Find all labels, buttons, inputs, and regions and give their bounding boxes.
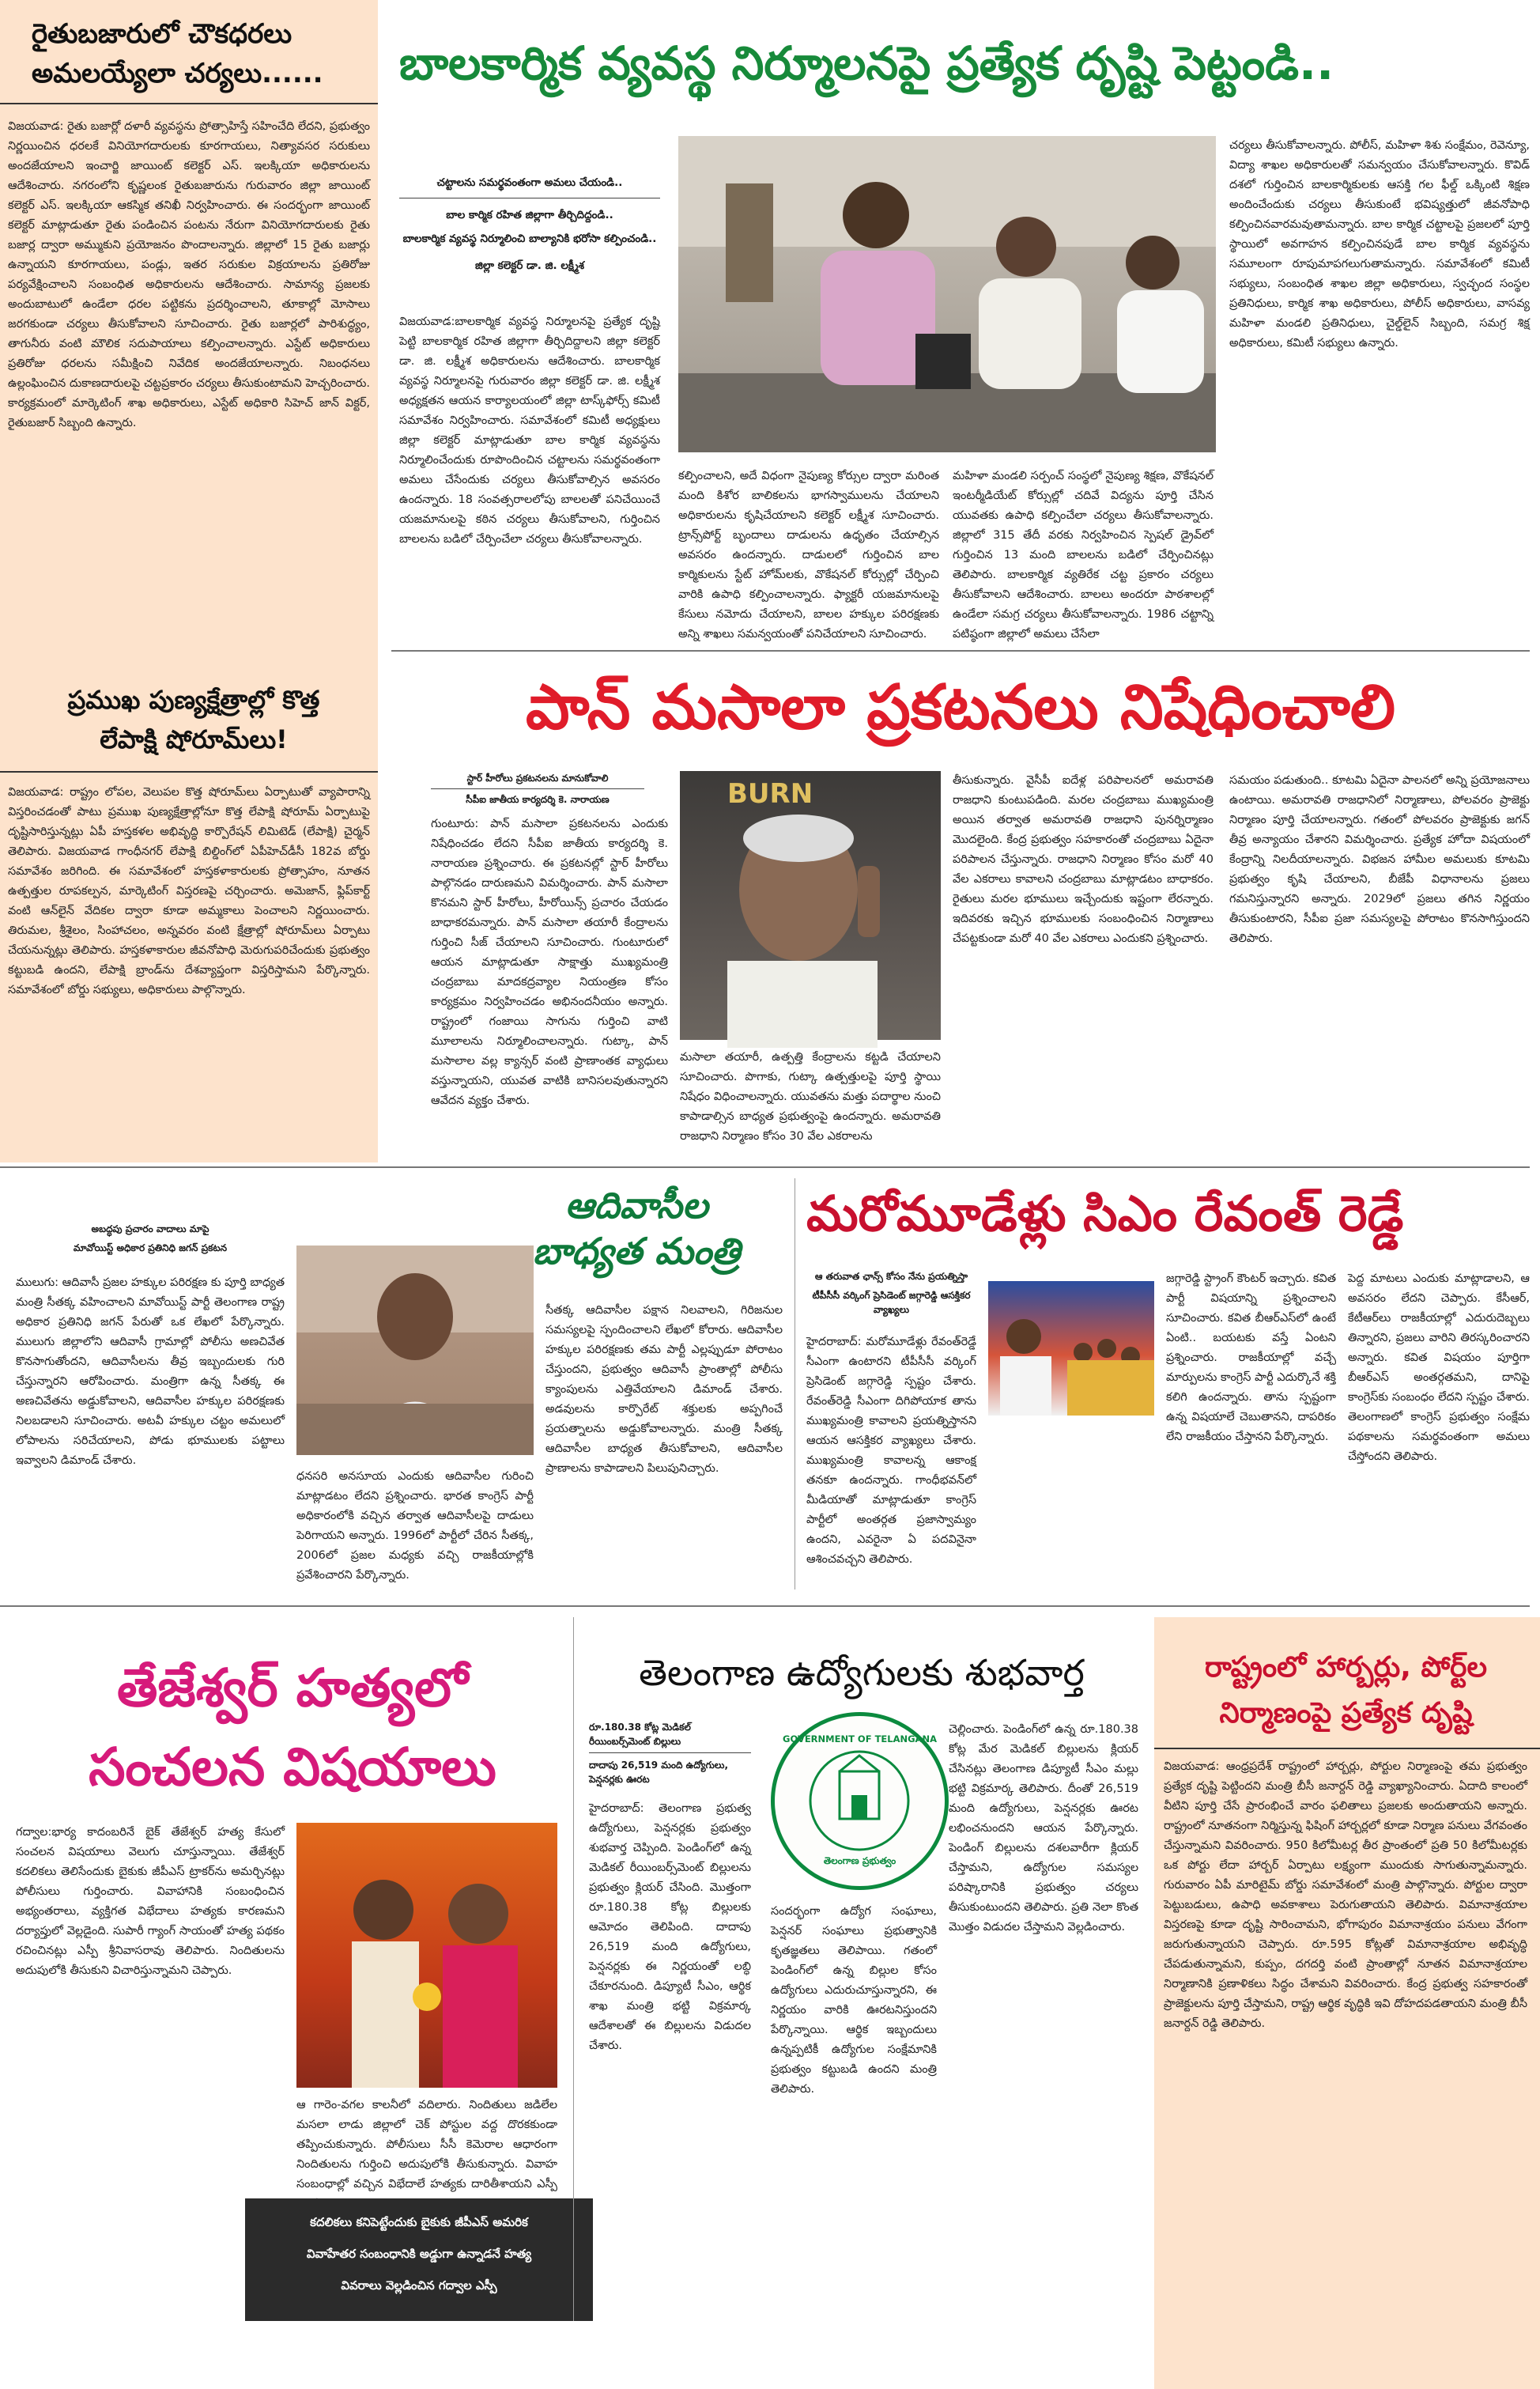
narayana-illustration [680, 771, 941, 1040]
wedding-illustration [296, 1823, 557, 2088]
balakarmika-headline: బాలకార్మిక వ్యవస్థ నిర్మూలనపై ప్రత్యేక దృష్టి పెట్టండి.. [399, 36, 1334, 90]
telangana-kicker: రూ.180.38 కోట్ల మెడికల్ రీయింబర్స్‌మెంట్ బిల్లులు [589, 1720, 751, 1753]
seethakka-kicker: అబద్ధపు ప్రచారం వాదాలు మాపై [91, 1223, 209, 1234]
jaggareddy-photo [988, 1281, 1154, 1416]
tejeswar-caption-line1: కదలికలు కనిపెట్టేందుకు బైకుకు జీపీఎస్ అమరిక [310, 2215, 528, 2229]
pan-byline: సీపీఐ జాతీయ కార్యదర్శి కె. నారాయణ [466, 794, 610, 805]
seethakka-logo-text: ఆదివాసీల బాధ్యత మంత్రి [532, 1184, 741, 1272]
seethakka-illustration [296, 1246, 534, 1455]
section-rule-1 [391, 650, 1530, 652]
telangana-logo-top: GOVERNMENT OF TELANGANA [783, 1733, 937, 1744]
balakarmika-col3: మహిళా మండలి సర్పంచ్ సంస్థలో నైపుణ్య శిక్షణ, వొకేషనల్ ఇంటర్మీడియేట్ కోర్సుల్లో చదివే విద్యను పూర్తి చేసిన యువతకు ఉపాధి కల్పించేలా చర్యలు తీసుకోవాలన్నారు. జిల్లాలో 315 తేదీ వరకు నిర్వహించిన స్పెషల్ డ్రైవ్‌లో గుర్తించిన 13 మంది బాలలను బడిలో చేర్పించినట్లు తెలిపారు. బాలకార్మిక వ్యతిరేక చట్ట ప్రకారం చర్యలు తీసుకోవాలని ఆదేశించారు. బాలలు అందరూ పాఠశాలల్లో ఉండేలా సమగ్ర చర్యలు తీసుకోవాలన్నారు. 1986 చట్టాన్ని పటిష్ఠంగా జిల్లాలో అమలు చేసేలా [953, 470, 1214, 641]
vertical-rule-2 [573, 1617, 574, 2321]
ports-headline [1162, 1645, 1530, 1737]
pan-kickers [431, 771, 644, 807]
balakarmika-byline: జిల్లా కలెక్టర్ డా. జి. లక్ష్మీశ [474, 259, 585, 272]
section-rule-2 [0, 1166, 1530, 1168]
pan-col3: తీసుకున్నారు. వైసీపీ ఐదేళ్ల పరిపాలనలో అమరావతి రాజధాని కుంటుపడింది. మరల చంద్రబాబు ముఖ్యమంత్రి అయిన తర్వాత అమరావతి రాజధాని పునర్నిర్మాణం మొదలైంది. కేంద్ర ప్రభుత్వం సహకారంతో చంద్రబాబు ఏదైనా పరిపాలన చేస్తున్నారు. రాజధాని నిర్మాణం కోసం మరో 40 వేల ఎకరాలు కావాలని చంద్రబాబు మాట్లాడటం బాధాకరం. రైతులు మరల భూములు ఇచ్చేందుకు ఇష్టంగా లేరన్నారు. ఇదివరకు ఇచ్చిన భూములకు సంబంధించిన నిర్మాణాలు చేపట్టకుండా మరో 40 వేల ఎకరాలు ఎందుకని ప్రశ్నించారు. [953, 774, 1214, 945]
section-rule-3 [0, 1605, 1530, 1607]
seethakka-photo [296, 1246, 534, 1455]
tejeswar-headline [16, 1649, 569, 1807]
meeting-illustration [678, 136, 1216, 452]
tejeswar-caption-box [245, 2198, 593, 2321]
seethakka-col3: సీతక్క ఆదివాసీల పక్షాన నిలవాలని, గిరిజనుల సమస్యలపై స్పందించాలని లేఖలో కోరారు. ఆదివాసీల హక్కుల పరిరక్షణకు తమ పార్టీ ఎల్లప్పుడూ పోరాటం చేస్తుందని, ప్రభుత్వం ఆదివాసీ ప్రాంతాల్లో పోలీసు క్యాంపులను ఎత్తివేయాలని డిమాండ్ చేశారు. అడవులను కార్పొరేట్ శక్తులకు అప్పగించే ప్రయత్నాలను అడ్డుకోవాలన్నారు. మంత్రి సీతక్క ఆదివాసీల బాధ్యత తీసుకోవాలని, ఆదివాసీల ప్రాణాలను కాపాడాలని పిలుపునిచ్చారు. [545, 1304, 783, 1475]
revanth-col1: హైదరాబాద్: మరోమూడేళ్లు రేవంత్‌రెడ్డే సీఎంగా ఉంటారని టీపీసీసీ వర్కింగ్ ప్రెసిడెంట్ జగ్గారెడ్డి స్పష్టం చేశారు. రేవంత్‌రెడ్డి సీఎంగా దిగిపోయాక తాను ముఖ్యమంత్రి కావాలని ప్రయత్నిస్తానని ఆయన ఆసక్తికర వ్యాఖ్యలు చేశారు. ముఖ్యమంత్రి కావాలన్న ఆకాంక్ష తనకూ ఉందన్నారు. గాంధీభవన్‌లో మీడియాతో మాట్లాడుతూ కాంగ్రెస్ పార్టీలో అంతర్గత ప్రజాస్వామ్యం ఉందని, ఎవరైనా ఏ పదవినైనా ఆశించవచ్చని తెలిపారు. [806, 1336, 976, 1566]
rythu-headline [32, 14, 364, 93]
tejeswar-caption-line2: వివాహేతర సంబంధానికి అడ్డుగా ఉన్నాడనే హత్య [306, 2247, 532, 2261]
rythu-headline-line2: అమలయ్యేలా చర్యలు...... [32, 58, 323, 89]
balakarmika-kicker-1: చట్టాలను సమర్థవంతంగా అమలు చేయండి.. [399, 172, 660, 198]
svg-text:BURN: BURN [727, 778, 813, 810]
telangana-col1: హైదరాబాద్: తెలంగాణ ప్రభుత్వ ఉద్యోగులు, పెన్షనర్లకు ప్రభుత్వం శుభవార్త చెప్పింది. పెండింగ్‌లో ఉన్న మెడికల్ రీయింబర్స్‌మెంట్ బిల్లులను ప్రభుత్వం క్లియర్ చేసింది. మొత్తంగా రూ.180.38 కోట్ల బిల్లులకు ఆమోదం తెలిపింది. దాదాపు 26,519 మంది ఉద్యోగులు, పెన్షనర్లకు ఈ నిర్ణయంతో లబ్ధి చేకూరనుంది. డిప్యూటీ సీఎం, ఆర్థిక శాఖ మంత్రి భట్టి విక్రమార్క ఆదేశాలతో ఈ బిల్లులను విడుదల చేశారు. [589, 1802, 751, 2052]
telangana-kickers [589, 1720, 751, 1786]
tejeswar-caption-line3: వివరాలు వెల్లడించిన గద్వాల ఎస్పీ [341, 2278, 497, 2293]
ports-headline-line1: రాష్ట్రంలో హార్బర్లు, పోర్ట్‌ల [1205, 1651, 1487, 1684]
telangana-kicker2: దాదాపు 26,519 మంది ఉద్యోగులు, పెన్షనర్లకు ఊరట [589, 1760, 729, 1785]
revanth-col2: జగ్గారెడ్డి స్ట్రాంగ్ కౌంటర్ ఇచ్చారు. కవిత పార్టీ విషయాన్ని ప్రశ్నించాలని సూచించారు. కవిత బీఆర్ఎస్‌లో ఉంటే ఏంటి.. బయటకు వస్తే ఏంటని ప్రశ్నించారు. రాజకీయాల్లో వచ్చే మార్పులను కాంగ్రెస్ పార్టీ ఎదుర్కొనే శక్తి కలిగి ఉందన్నారు. తాను స్పష్టంగా ఉన్న విషయాలే చెబుతానని, దాపరికం లేని రాజకీయం చేస్తానని పేర్కొన్నారు. [1166, 1272, 1336, 1443]
ports-body: విజయవాడ: ఆంధ్రప్రదేశ్ రాష్ట్రంలో హార్బర్లు, పోర్టుల నిర్మాణంపై తమ ప్రభుత్వం ప్రత్యేక దృష్టి పెట్టిందని మంత్రి బీసీ జనార్దన్ రెడ్డి వ్యాఖ్యానించారు. ఏదాది కాలంలో వీటిని పూర్తి చేసే ప్రారంభించే వారం ఫలితాలు ప్రజలకు అందుతాయని అన్నారు. రాష్ట్రంలో నూతనంగా నిర్మిస్తున్న ఫిషింగ్ హార్బర్లలో కూడా నిర్మాణ పనులు వేగవంతం చేస్తున్నామని వివరించారు. 950 కిలోమీటర్ల తీర ప్రాంతంలో ప్రతి 50 కిలోమీటర్లకు ఒక పోర్టు లేదా హార్బర్ ఏర్పాటు లక్ష్యంగా ముందుకు సాగుతున్నామన్నారు. గురువారం ఏపీ మారిటైమ్ బోర్డు సమావేశంలో మంత్రి పాల్గొన్నారు. పోర్టుల ద్వారా పెట్టుబడులు, ఉపాధి అవకాశాలు పెరుగుతాయని తెలిపారు. విమానాశ్రయాల విస్తరణపై కూడా దృష్టి సారించామని, భోగాపురం విమానాశ్రయం పనులు వేగంగా జరుగుతున్నాయని చెప్పారు. రూ.595 కోట్లతో విమానాశ్రయాల అభివృద్ధి చేపడుతున్నామని, కుప్పం, దగదర్తి వంటి ప్రాంతాల్లో నూతన విమానాశ్రయాల నిర్మాణానికి ప్రణాళికలు సిద్ధం చేశామని వివరించారు. కేంద్ర ప్రభుత్వ సహకారంతో ప్రాజెక్టులను పూర్తి చేస్తామని, రాష్ట్ర ఆర్థిక వృద్ధికి ఇవి దోహదపడతాయని మంత్రి బీసీ జనార్దన్ రెడ్డి తెలిపారు. [1164, 1760, 1527, 2030]
seethakka-kickers [16, 1222, 285, 1255]
lepakshi-body: విజయవాడ: రాష్ట్రం లోపల, వెలుపల కొత్త షోరూమ్‌లు ఏర్పాటుతో వ్యాపారాన్ని విస్తరించడంతో పాటు ప్రముఖ పుణ్యక్షేత్రాల్లోనూ కొత్త లేపాక్షి షోరూమ్ ఏర్పాటుపై దృష్టిసారిస్తున్నట్లు ఏపీ హస్తకళల అభివృద్ధి కార్పొరేషన్ లిమిటెడ్ (లేపాక్షి) చైర్మన్ తెలిపారు. విజయవాడ గాంధీనగర్ లేపాక్షి బిల్డింగ్‌లో ఏపీహెచ్‌డీసీ 182వ బోర్డు సమావేశం జరిగింది. ఈ సమావేశంలో హస్తకళాకారులకు ప్రోత్సాహం, నూతన ఉత్పత్తుల రూపకల్పన, మార్కెటింగ్ విస్తరణపై చర్చించారు. అమెజాన్, ఫ్లిప్‌కార్ట్ వంటి ఆన్‌లైన్ వేదికల ద్వారా కూడా అమ్మకాలు పెంచాలని నిర్ణయించారు. తిరుమల, శ్రీశైలం, సింహాచలం, అన్నవరం వంటి క్షేత్రాల్లో షోరూమ్‌లు ఏర్పాటు చేయనున్నట్లు తెలిపారు. హస్తకళాకారుల జీవనోపాధి మెరుగుపరిచేందుకు ప్రభుత్వం కట్టుబడి ఉందని, లేపాక్షి బ్రాండ్‌ను దేశవ్యాప్తంగా విస్తరిస్తామని పేర్కొన్నారు. సమావేశంలో బోర్డు సభ్యులు, అధికారులు పాల్గొన్నారు. [8, 786, 370, 996]
revanth-kicker2: టీపీసీసీ వర్కింగ్ ప్రెసిడెంట్ జగ్గారెడ్డి ఆసక్తికర వ్యాఖ్యలు [812, 1290, 971, 1315]
balakarmika-col4: చర్యలు తీసుకోవాలన్నారు. పోలీస్, మహిళా శిశు సంక్షేమం, రెవెన్యూ, విద్యా శాఖల అధికారులతో సమన్వయం చేసుకోవాలన్నారు. కొవిడ్ దశలో గుర్తించిన బాలకార్మికులకు ఆసక్తి గల ఫీల్డ్ ఒక్కింటి శిక్షణ అందించేందుకు చర్యలు తీసుకుంటే భవిష్యత్తులో జీవనోపాధి కల్పించినవారమవుతామన్నారు. బాల కార్మిక చట్టాలపై ప్రజలలో పూర్తి స్థాయిలో అవగాహన కల్పించినపుడే బాల కార్మిక వ్యవస్థను సమూలంగా రూపుమాపగలుగుతామన్నారు. సమావేశంలో కమిటీ సభ్యులు, సంబంధిత శాఖల జిల్లా అధికారులు, స్వచ్ఛంద సంస్థల ప్రతినిధులు, కార్మిక శాఖ అధికారులు, పోలీస్ అధికారులు, వాసవ్య మహిళా మండలి ప్రతినిధులు, చైల్డ్‌లైన్ సిబ్బంది, సమగ్ర శిక్ష అధికారులు, కమిటీ సభ్యులు ఉన్నారు. [1229, 139, 1530, 350]
balakarmika-kicker-2: బాల కార్మిక రహిత జిల్లాగా తీర్చిదిద్దండి.. [446, 209, 613, 221]
balakarmika-kickers [399, 172, 660, 276]
pan-col2: మసాలా తయారీ, ఉత్పత్తి కేంద్రాలను కట్టడి చేయాలని సూచించారు. పొగాకు, గుట్కా ఉత్పత్తులపై పూర్తి స్థాయి నిషేధం విధించాలన్నారు. యువతను మత్తు పదార్థాల నుంచి కాపాడాల్సిన బాధ్యత ప్రభుత్వంపై ఉందన్నారు. అమరావతి రాజధాని నిర్మాణం కోసం 30 వేల ఎకరాలను [680, 1051, 941, 1143]
telangana-logo-bottom: తెలంగాణ ప్రభుత్వం [823, 1855, 896, 1866]
balakarmika-col2: కల్పించాలని, అదే విధంగా నైపుణ్య కోర్సుల ద్వారా మరింత మంది కిశోర బాలికలను భాగస్వాములను చేయాలని అధికారులను కృషిచేయాలని కలెక్టర్ లక్ష్మీశ సూచించారు. ట్రాన్స్‌పోర్ట్ బృందాలు దాడులను ఉధృతం చేయాల్సిన అవసరం ఉందన్నారు. దాడులలో గుర్తించిన బాల కార్మికులను స్టేట్ హోమ్‌లకు, వొకేషనల్ కోర్సుల్లో చేర్పించి వారికి ఉపాధి కల్పించాలన్నారు. ఫ్యాక్టరీ యజమానులపై కేసులు నమోదు చేయాలని, బాలల హక్కుల పరిరక్షణకు అన్ని శాఖలు సమన్వయంతో పనిచేయాలని సూచించారు. [678, 470, 939, 641]
lepakshi-headline-line1: ప్రముఖ పుణ్యక్షేత్రాల్లో కొత్త [67, 685, 320, 715]
lepakshi-headline-line2: లేపాక్షి షోరూమ్‌లు! [100, 724, 288, 754]
tejeswar-col2: ఆ గారెం-వగల కాలనీలో వదిలారు. నిందితులు జడిలేల మసలా లాడు జిల్లాలో చెక్ పోస్టుల వద్ద దొరకకుండా తప్పించుకున్నారు. పోలీసులు సీసీ కెమెరాల ఆధారంగా నిందితులను గుర్తించి అదుపులోకి తీసుకున్నారు. వివాహ సంబంధాల్లో వచ్చిన విభేదాలే హత్యకు దారితీశాయని ఎస్పీ [296, 2099, 557, 2191]
revanth-headline: మరోమూడేళ్లు సిఎం రేవంత్ రెడ్డే [806, 1185, 1404, 1242]
telangana-col3: చెల్లించారు. పెండింగ్‌లో ఉన్న రూ.180.38 కోట్ల మేర మెడికల్ బిల్లులను క్లియర్ చేసినట్లు తెలంగాణ డిప్యూటీ సీఎం మల్లు భట్టి విక్రమార్క తెలిపారు. దీంతో 26,519 మంది ఉద్యోగులు, పెన్షనర్లకు ఊరట లభించనుందని ఆయన పేర్కొన్నారు. పెండింగ్ బిల్లులను దశలవారీగా క్లియర్ చేస్తామని, ఉద్యోగుల సమస్యల పరిష్కారానికి ప్రభుత్వం చర్యలు తీసుకుంటుందని తెలిపారు. ప్రతి నెలా కొంత మొత్తం విడుదల చేస్తామని వెల్లడించారు. [949, 1723, 1138, 1934]
tejeswar-headline-line1: తేజేశ్వర్ హత్యలో [117, 1658, 468, 1718]
tejeswar-col1: గద్వాల:భార్య కాదంబరినే బైక్ తేజేశ్వర్ హత్య కేసులో సంచలన విషయాలు వెలుగు చూస్తున్నాయి. తేజేశ్వర్ కదలికలు తెలిసేందుకు బైకుకు జీపీఎస్ ట్రాకర్‌ను అమర్చినట్లు పోలీసులు గుర్తించారు. వివాహానికి సంబంధించిన అభ్యంతరాలు, వ్యక్తిగత విభేదాలు హత్యకు కారణమని దర్యాప్తులో వెల్లడైంది. సుపారీ గ్యాంగ్ సాయంతో హత్య పథకం రచించినట్లు ఎస్పీ శ్రీనివాసరావు తెలిపారు. నిందితులను అదుపులోకి తీసుకుని విచారిస్తున్నామని చెప్పారు. [16, 1826, 285, 1977]
telangana-col2: సందర్భంగా ఉద్యోగ సంఘాలు, పెన్షనర్ సంఘాలు ప్రభుత్వానికి కృతజ్ఞతలు తెలిపాయి. గతంలో పెండింగ్‌లో ఉన్న బిల్లుల కోసం ఉద్యోగులు ఎదురుచూస్తున్నారని, ఈ నిర్ణయం వారికి ఊరటనిస్తుందని పేర్కొన్నాయి. ఆర్థిక ఇబ్బందులు ఉన్నప్పటికీ ఉద్యోగుల సంక్షేమానికి ప్రభుత్వం కట్టుబడి ఉందని మంత్రి తెలిపారు. [771, 1905, 937, 2096]
rally-illustration [988, 1281, 1154, 1416]
revanth-kickers [806, 1269, 976, 1317]
lepakshi-rule [0, 771, 378, 773]
seethakka-col1: ములుగు: ఆదివాసీ ప్రజల హక్కుల పరిరక్షణ కు పూర్తి బాధ్యత మంత్రి సీతక్క వహించాలని మావోయిస్ట్ పార్టీ తెలంగాణ రాష్ట్ర అధికార ప్రతినిధి జగన్ పేరుతో ఒక లేఖలో పేర్కొన్నారు. ములుగు జిల్లాలోని ఆదివాసీ గ్రామాల్లో పోలీసు అణచివేత కొనసాగుతోందని, ఆదివాసీలను తీవ్ర ఇబ్బందులకు గురి చేస్తున్నారని ఆరోపించారు. మంత్రిగా ఉన్న సీతక్క ఈ అణచివేతను అడ్డుకోవాలని, ఆదివాసీల హక్కుల పరిరక్షణకు నిలబడాలని సూచించారు. అటవీ హక్కుల చట్టం అమలులో లోపాలను సరిచేయాలని, పోడు భూములకు పట్టాలు ఇవ్వాలని డిమాండ్ చేశారు. [16, 1276, 285, 1467]
pan-col1: గుంటూరు: పాన్ మసాలా ప్రకటనలను ఎందుకు నిషేధించడం లేదని సీపీఐ జాతీయ కార్యదర్శి కె. నారాయణ ప్రశ్నించారు. ఈ ప్రకటనల్లో స్టార్ హీరోలు పాల్గొనడం దారుణమని విమర్శించారు. పాన్ మసాలా కొనమని స్టార్ హీరోలు, హీరోయిన్స్ ప్రచారం చేయడం బాధాకరమన్నారు. పాన్ మసాలా తయారీ కేంద్రాలను గుర్తించి సీజ్ చేయాలని సూచించారు. గుంటూరులో ఆయన మాట్లాడుతూ సాక్షాత్తు ముఖ్యమంత్రి చంద్రబాబు మాదకద్రవ్యాల నియంత్రణ కోసం కార్యక్రమం నిర్వహించడం అభినందనీయం అన్నారు. రాష్ట్రంలో గంజాయి సాగును గుర్తించి వాటి మూలాలను నిర్మూలించాలన్నారు. గుట్కా, పాన్ మసాలాల వల్ల క్యాన్సర్ వంటి ప్రాణాంతక వ్యాధులు వస్తున్నాయని, యువత వాటికి బానిసలవుతున్నారని ఆవేదన వ్యక్తం చేశారు. [431, 818, 668, 1107]
tejeswar-headline-line2: సంచలన విషయాలు [89, 1737, 496, 1797]
seethakka-col2: ధనసరి అనసూయ ఎందుకు ఆదివాసీల గురించి మాట్లాడటం లేదని ప్రశ్నించారు. భారత కాంగ్రెస్ పార్టీ అధికారంలోకి వచ్చిన తర్వాత ఆదివాసీలపై దాడులు పెరిగాయని అన్నారు. 1996లో పార్టీలో చేరిన సీతక్క, 2006లో ప్రజల మధ్యకు వచ్చి రాజకీయాల్లోకి ప్రవేశించారని పేర్కొన్నారు. [296, 1470, 534, 1582]
lepakshi-headline [24, 680, 364, 759]
pan-headline: పాన్ మసాలా ప్రకటనలు నిషేధించాలి [525, 672, 1396, 743]
balakarmika-col1: విజయవాడ:బాలకార్మిక వ్యవస్థ నిర్మూలనపై ప్రత్యేక దృష్టి పెట్టి బాలకార్మిక రహిత జిల్లాగా తీర్చిదిద్దాలని జిల్లా కలెక్టర్ డా. జి. లక్ష్మీశ అధికారులను ఆదేశించారు. బాలకార్మిక వ్యవస్థ నిర్మూలనపై గురువారం జిల్లా కలెక్టర్ డా. జి. లక్ష్మీశ అధ్యక్షతన ఆయన కార్యాలయంలో జిల్లా టాస్క్‌ఫోర్స్ కమిటీ సమావేశం నిర్వహించారు. సమావేశంలో కమిటీ అధ్యక్షులు జిల్లా కలెక్టర్ మాట్లాడుతూ బాల కార్మిక వ్యవస్థను నిర్మూలించేందుకు రూపొందించిన చట్టాలను సమర్థవంతంగా అమలు చేసేందుకు చర్యలు తీసుకోవాల్సిన అవసరం ఉందన్నారు. 18 సంవత్సరాలలోపు బాలలతో పనిచేయించే యజమానులపై కఠిన చర్యలు తీసుకోవాలని, గుర్తించిన బాలలను బడిలో చేర్పించేలా చర్యలు తీసుకోవాలన్నారు. [399, 316, 660, 546]
balakarmika-kicker-3: బాలకార్మిక వ్యవస్థ నిర్మూలించి బాల్యానికి భరోసా కల్పించండి.. [402, 232, 657, 245]
telangana-govt-logo [771, 1712, 949, 1890]
rythu-headline-line1: రైతుబజారులో చౌకధరలు [32, 18, 293, 50]
collector-meeting-photo [678, 136, 1216, 452]
narayana-photo [680, 771, 941, 1040]
wedding-photo [296, 1823, 557, 2088]
telangana-headline: తెలంగాణ ఉద్యోగులకు శుభవార్త [639, 1651, 1085, 1694]
revanth-col3: పెద్ద మాటలు ఎందుకు మాట్లాడాలని, ఆ అవసరం లేదని చెప్పారు. కేసీఆర్, కేటీఆర్‌లు రాజకీయాల్లో ఎదురుదెబ్బలు తిన్నారని, ప్రజలు వారిని తిరస్కరించారని అన్నారు. కవిత విషయం పూర్తిగా బీఆర్ఎస్ అంతర్గతమని, దానిపై కాంగ్రెస్‌కు సంబంధం లేదని స్పష్టం చేశారు. తెలంగాణలో కాంగ్రెస్ ప్రభుత్వం సంక్షేమ పథకాలను సమర్థవంతంగా అమలు చేస్తోందని తెలిపారు. [1348, 1272, 1530, 1463]
ports-rule [1154, 1748, 1540, 1749]
pan-kicker: స్టార్ హీరోలు ప్రకటనలను మానుకోవాలి [431, 771, 644, 789]
seethakka-kicker2: మావోయిస్ట్ అధికార ప్రతినిధి జగన్ ప్రకటన [73, 1242, 228, 1253]
ports-headline-line2: నిర్మాణంపై ప్రత్యేక దృష్టి [1219, 1697, 1473, 1729]
rythu-rule [0, 103, 378, 104]
rythu-body: విజయవాడ: రైతు బజార్లో దళారీ వ్యవస్థను ప్రోత్సాహిస్తే సహించేది లేదని, ప్రభుత్వం నిర్ణయించిన ధరలకే వినియోగదారులకు కూరగాయలు, నిత్యావసర సరుకులు అందజేయాలని ఇంచార్జి జాయింట్ కలెక్టర్ ఎస్. ఇలక్కియా అధికారులను ఆదేశించారు. నగరంలోని కృష్ణలంక రైతుబజారును గురువారం జిల్లా జాయింట్ కలెక్టర్ ఎస్. ఇలక్కియా ఆకస్మిక తనిఖీ నిర్వహించారు. ఈ సందర్భంగా జాయింట్ కలెక్టర్ మాట్లాడుతూ రైతు పండించిన పంటను నేరుగా వినియోగదారులకు రైతు బజార్ల ద్వారా అమ్ముకుని ప్రయోజనం పొందాలన్నారు. జిల్లాలో 15 రైతు బజార్లు ఉన్నాయని కూరగాయలు, పండ్లు, ఇతర సరుకుల విక్రయాలను ప్రతిరోజు పర్యవేక్షించాలని సంబంధిత అధికారులను ఆదేశించారు. సామాన్య ప్రజలకు అందుబాటులో ఉండేలా ధరల పట్టికను ప్రదర్శించాలని, తూకాల్లో మోసాలు జరగకుండా చర్యలు తీసుకోవాలని సూచించారు. రైతు బజార్లలో పారిశుద్ధ్యం, తాగునీరు వంటి మౌలిక సదుపాయాలు కల్పించాలన్నారు. ఎస్టేట్ అధికారులు ప్రతిరోజు ధరలను సమీక్షించి నివేదిక అందజేయాలన్నారు. నిబంధనలు ఉల్లంఘించిన దుకాణదారులపై చట్టప్రకారం చర్యలు తీసుకుంటామని హెచ్చరించారు. కార్యక్రమంలో మార్కెటింగ్ శాఖ అధికారులు, ఎస్టేట్ అధికారి సిహెచ్ జాన్ విక్టర్, రైతుబజార్ సిబ్బంది ఉన్నారు. [8, 120, 370, 429]
pan-col4: సమయం పడుతుంది.. కూటమి ఏదైనా పాలనలో అన్ని ప్రయోజనాలు ఉంటాయి. అమరావతి రాజధానిలో నిర్మాణాలు, పోలవరం ప్రాజెక్టు నిర్మాణం పూర్తి చేయాలన్నారు. గతంలో పోలవరం ప్రాజెక్టుకు జగన్ తీవ్ర అన్యాయం చేశారని విమర్శించారు. ప్రత్యేక హోదా విషయంలో కేంద్రాన్ని నిలదీయాలన్నారు. విభజన హామీల అమలుకు కూటమి ప్రభుత్వం కృషి చేయాలని, బీజేపీ విధానాలను ప్రజలు గమనిస్తున్నారని అన్నారు. 2029లో ప్రజలు తగిన నిర్ణయం తీసుకుంటారని, సీపీఐ ప్రజా సమస్యలపై పోరాటం కొనసాగిస్తుందని తెలిపారు. [1229, 774, 1530, 945]
revanth-kicker: ఆ తరువాత ఛాన్స్ కోసం నేను ప్రయత్నిస్తా [814, 1271, 968, 1282]
